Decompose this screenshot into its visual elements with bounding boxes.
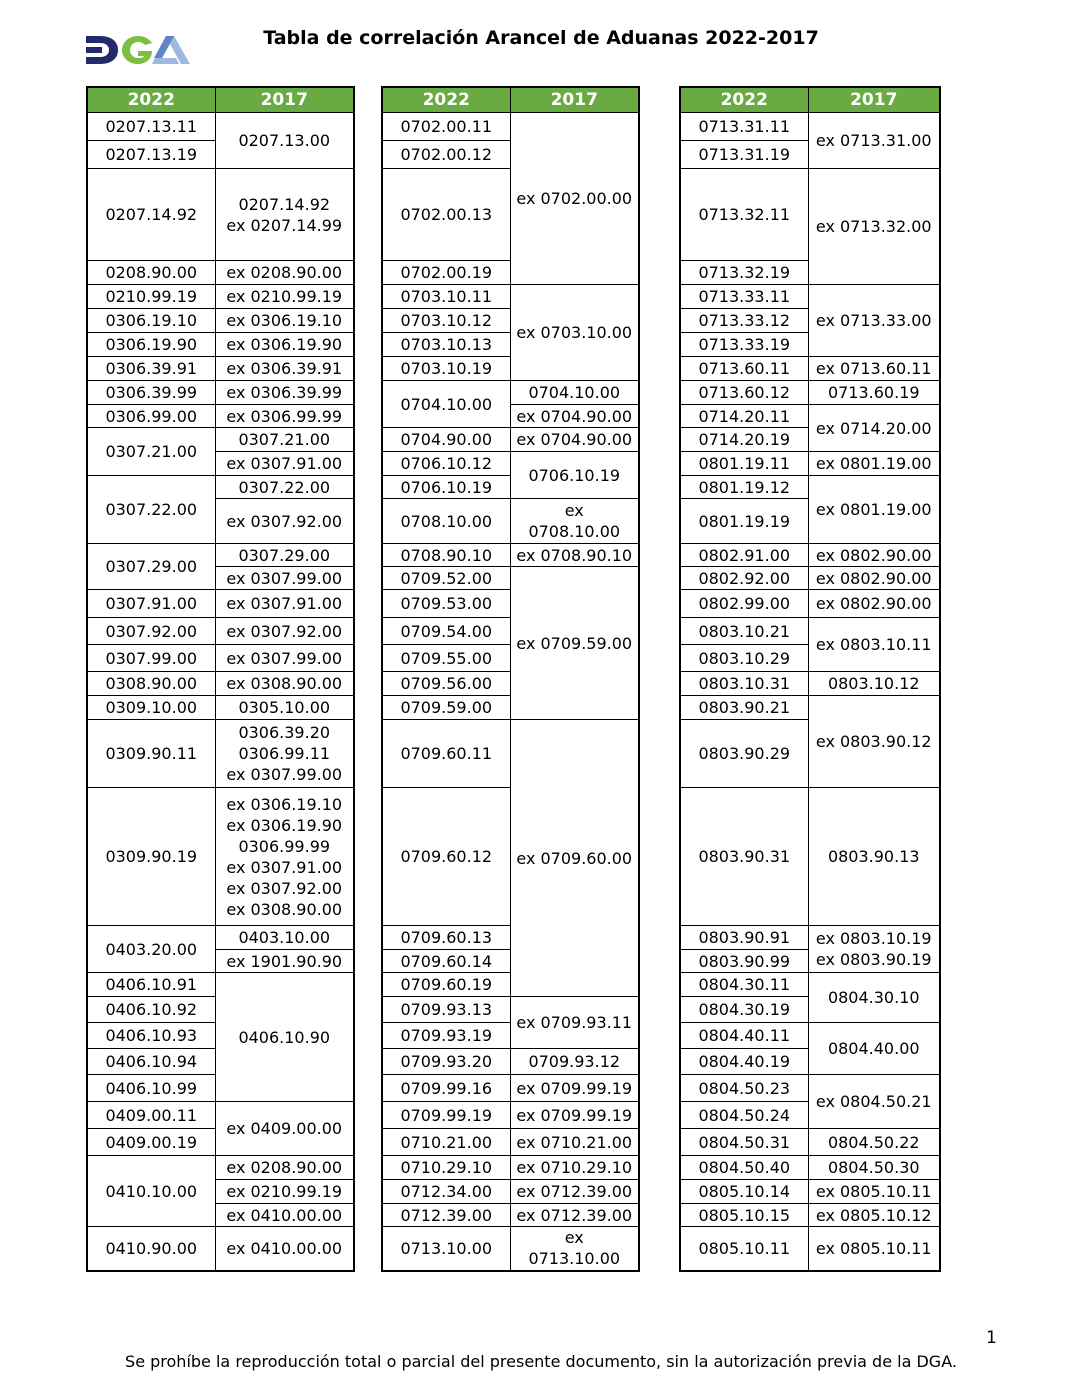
column-header-2022: 2022 <box>680 87 808 113</box>
table-cell: 0306.39.20 0306.99.11 ex 0307.99.00 <box>215 720 354 788</box>
table-cell: 0709.53.00 <box>382 590 510 618</box>
table-row <box>87 113 354 141</box>
table-cell: 0802.91.00 <box>680 544 808 567</box>
table-row <box>382 1129 639 1156</box>
table-row <box>382 1049 639 1075</box>
table-row <box>680 788 940 926</box>
table-row <box>87 428 354 452</box>
page-number: 1 <box>986 1328 997 1348</box>
table-row <box>680 452 940 476</box>
table-cell: ex 0306.19.10 ex 0306.19.90 0306.99.99 ex 0307.91.00 ex 0307.92.00 ex 0308.90.00 <box>215 788 354 926</box>
table-cell: 0406.10.90 <box>215 973 354 1102</box>
table-cell: 0207.13.19 <box>87 141 215 169</box>
table-row <box>382 452 639 476</box>
table-row <box>382 1180 639 1204</box>
table-cell: 0709.93.20 <box>382 1049 510 1075</box>
table-cell: 0207.13.11 <box>87 113 215 141</box>
table-cell: 0703.10.19 <box>382 357 510 381</box>
table-cell: 0403.10.00 <box>215 926 354 950</box>
table-cell: ex 0409.00.00 <box>215 1102 354 1156</box>
table-row <box>382 428 639 452</box>
table-cell: 0406.10.94 <box>87 1049 215 1075</box>
table-cell: 0805.10.11 <box>680 1227 808 1271</box>
table-row <box>87 333 354 357</box>
table-cell: 0803.10.29 <box>680 645 808 672</box>
table-cell: 0703.10.11 <box>382 285 510 309</box>
table-cell: ex 0307.99.00 <box>215 567 354 590</box>
table-cell: 0709.59.00 <box>382 696 510 720</box>
table-cell: 0709.60.11 <box>382 720 510 788</box>
table-cell: 0307.92.00 <box>87 618 215 645</box>
table-cell: 0306.99.00 <box>87 405 215 428</box>
table-row <box>87 672 354 696</box>
table-cell: ex 0802.90.00 <box>808 544 940 567</box>
table-cell: 0713.60.11 <box>680 357 808 381</box>
table-row <box>87 1102 354 1129</box>
table-cell: ex 0802.90.00 <box>808 567 940 590</box>
table-cell: 0307.29.00 <box>87 544 215 590</box>
table-cell: ex 0805.10.11 <box>808 1227 940 1271</box>
table-cell: ex 0704.90.00 <box>510 405 639 428</box>
table-cell: ex 0307.92.00 <box>215 499 354 544</box>
table-row <box>382 544 639 567</box>
table-cell: 0709.60.14 <box>382 950 510 973</box>
table-row <box>680 169 940 261</box>
table-row <box>680 696 940 720</box>
table-row <box>680 973 940 997</box>
table-cell: 0709.60.19 <box>382 973 510 997</box>
table-row <box>87 696 354 720</box>
table-cell: ex 0801.19.00 <box>808 452 940 476</box>
table-cell: ex 0410.00.00 <box>215 1204 354 1227</box>
table-cell: 0709.99.19 <box>382 1102 510 1129</box>
footer-notice: Se prohíbe la reproducción total o parcial del presente documento, sin la autorización previa de la DGA. <box>125 1352 957 1371</box>
table-cell: ex 0306.19.10 <box>215 309 354 333</box>
table-row <box>87 381 354 405</box>
table-cell: 0713.32.11 <box>680 169 808 261</box>
table-cell: 0805.10.15 <box>680 1204 808 1227</box>
table-cell: 0308.90.00 <box>87 672 215 696</box>
table-cell: 0306.19.10 <box>87 309 215 333</box>
table-cell: 0804.40.11 <box>680 1023 808 1049</box>
table-cell: 0703.10.12 <box>382 309 510 333</box>
table-cell: 0306.39.99 <box>87 381 215 405</box>
correlation-table-1 <box>86 86 355 1272</box>
table-cell: 0403.20.00 <box>87 926 215 973</box>
table-cell: ex 0708.10.00 <box>510 499 639 544</box>
table-cell: 0713.33.11 <box>680 285 808 309</box>
table-cell: 0803.90.13 <box>808 788 940 926</box>
table-cell: 0704.10.00 <box>382 381 510 428</box>
table-cell: 0713.60.19 <box>808 381 940 405</box>
table-cell: 0709.93.12 <box>510 1049 639 1075</box>
table-cell: 0410.10.00 <box>87 1156 215 1227</box>
table-cell: 0712.39.00 <box>382 1204 510 1227</box>
table-cell: ex 0712.39.00 <box>510 1180 639 1204</box>
table-cell: 0803.10.12 <box>808 672 940 696</box>
table-cell: 0801.19.11 <box>680 452 808 476</box>
table-cell: 0709.52.00 <box>382 567 510 590</box>
table-cell: 0804.30.10 <box>808 973 940 1023</box>
correlation-table-2 <box>381 86 640 1272</box>
table-row <box>680 1180 940 1204</box>
table-row <box>382 113 639 141</box>
table-cell: 0406.10.99 <box>87 1075 215 1102</box>
table-cell: ex 0713.33.00 <box>808 285 940 357</box>
table-row <box>382 567 639 590</box>
table-row <box>87 357 354 381</box>
table-cell: 0709.93.13 <box>382 997 510 1023</box>
table-row <box>87 544 354 567</box>
table-cell: 0714.20.11 <box>680 405 808 428</box>
table-cell: ex 0709.93.11 <box>510 997 639 1049</box>
table-row <box>87 285 354 309</box>
table-cell: 0207.13.00 <box>215 113 354 169</box>
table-cell: ex 0805.10.11 <box>808 1180 940 1204</box>
table-cell: ex 0804.50.21 <box>808 1075 940 1129</box>
table-cell: ex 0703.10.00 <box>510 285 639 381</box>
table-cell: ex 0702.00.00 <box>510 113 639 285</box>
table-row <box>680 285 940 309</box>
table-row <box>680 544 940 567</box>
table-cell: ex 1901.90.90 <box>215 950 354 973</box>
table-cell: 0803.10.21 <box>680 618 808 645</box>
table-cell: 0803.90.29 <box>680 720 808 788</box>
table-row <box>680 1129 940 1156</box>
table-cell: ex 0308.90.00 <box>215 672 354 696</box>
table-cell: ex 0306.39.91 <box>215 357 354 381</box>
table-row <box>680 1075 940 1102</box>
table-cell: ex 0208.90.00 <box>215 1156 354 1180</box>
table-cell: 0307.91.00 <box>87 590 215 618</box>
table-row <box>87 405 354 428</box>
table-cell: 0713.32.19 <box>680 261 808 285</box>
table-cell: ex 0803.90.12 <box>808 696 940 788</box>
document-title: Tabla de correlación Arancel de Aduanas 2022-2017 <box>263 27 819 49</box>
table-row <box>87 645 354 672</box>
table-cell: 0804.50.24 <box>680 1102 808 1129</box>
table-cell: 0708.90.10 <box>382 544 510 567</box>
table-cell: 0804.30.11 <box>680 973 808 997</box>
table-cell: 0409.00.11 <box>87 1102 215 1129</box>
table-row <box>382 1156 639 1180</box>
table-cell: 0307.29.00 <box>215 544 354 567</box>
table-cell: 0309.90.11 <box>87 720 215 788</box>
table-cell: 0803.90.31 <box>680 788 808 926</box>
table-cell: ex 0307.91.00 <box>215 452 354 476</box>
table-cell: 0713.10.00 <box>382 1227 510 1271</box>
table-cell: 0709.55.00 <box>382 645 510 672</box>
table-cell: ex 0307.99.00 <box>215 645 354 672</box>
table-cell: 0803.90.99 <box>680 950 808 973</box>
table-cell: 0713.33.19 <box>680 333 808 357</box>
table-cell: 0709.60.13 <box>382 926 510 950</box>
table-cell: 0710.21.00 <box>382 1129 510 1156</box>
table-row <box>87 788 354 926</box>
table-cell: 0406.10.91 <box>87 973 215 997</box>
table-cell: 0710.29.10 <box>382 1156 510 1180</box>
table-cell: 0713.31.11 <box>680 113 808 141</box>
table-row <box>680 567 940 590</box>
table-cell: 0804.40.19 <box>680 1049 808 1075</box>
table-cell: 0713.31.19 <box>680 141 808 169</box>
table-cell: 0709.99.16 <box>382 1075 510 1102</box>
table-cell: ex 0410.00.00 <box>215 1227 354 1271</box>
table-row <box>87 590 354 618</box>
table-cell: ex 0709.59.00 <box>510 567 639 720</box>
table-cell: ex 0208.90.00 <box>215 261 354 285</box>
table-cell: 0410.90.00 <box>87 1227 215 1271</box>
table-cell: 0804.50.40 <box>680 1156 808 1180</box>
table-row <box>680 113 940 141</box>
table-row <box>87 926 354 950</box>
table-cell: 0804.50.22 <box>808 1129 940 1156</box>
table-row <box>680 381 940 405</box>
table-cell: 0803.10.31 <box>680 672 808 696</box>
table-row <box>87 720 354 788</box>
table-cell: 0709.54.00 <box>382 618 510 645</box>
table-cell: 0704.10.00 <box>510 381 639 405</box>
table-cell: ex 0712.39.00 <box>510 1204 639 1227</box>
table-cell: 0406.10.93 <box>87 1023 215 1049</box>
table-row <box>382 499 639 544</box>
table-row <box>680 1156 940 1180</box>
table-row <box>680 1023 940 1049</box>
table-cell: ex 0710.21.00 <box>510 1129 639 1156</box>
table-cell: 0306.19.90 <box>87 333 215 357</box>
table-cell: 0704.90.00 <box>382 428 510 452</box>
column-header-2017: 2017 <box>808 87 940 113</box>
table-row <box>87 1227 354 1271</box>
table-cell: 0207.14.92 ex 0207.14.99 <box>215 169 354 261</box>
table-row <box>87 261 354 285</box>
table-cell: 0702.00.13 <box>382 169 510 261</box>
table-cell: 0706.10.19 <box>382 476 510 499</box>
table-cell: ex 0802.90.00 <box>808 590 940 618</box>
table-cell: ex 0709.60.00 <box>510 720 639 997</box>
table-row <box>680 357 940 381</box>
table-cell: ex 0713.31.00 <box>808 113 940 169</box>
table-cell: ex 0714.20.00 <box>808 405 940 452</box>
table-cell: 0805.10.14 <box>680 1180 808 1204</box>
table-row <box>382 1227 639 1271</box>
table-row <box>382 1075 639 1102</box>
table-cell: ex 0713.32.00 <box>808 169 940 285</box>
table-cell: 0802.92.00 <box>680 567 808 590</box>
column-header-2017: 2017 <box>215 87 354 113</box>
table-cell: 0409.00.19 <box>87 1129 215 1156</box>
table-cell: ex 0708.90.10 <box>510 544 639 567</box>
table-cell: 0307.21.00 <box>87 428 215 476</box>
table-cell: ex 0704.90.00 <box>510 428 639 452</box>
table-cell: ex 0306.19.90 <box>215 333 354 357</box>
table-row <box>680 405 940 428</box>
table-row <box>680 590 940 618</box>
table-row <box>680 1204 940 1227</box>
table-row <box>87 1156 354 1180</box>
table-cell: 0406.10.92 <box>87 997 215 1023</box>
table-row <box>680 672 940 696</box>
table-cell: 0712.34.00 <box>382 1180 510 1204</box>
table-cell: 0307.22.00 <box>215 476 354 499</box>
table-cell: 0307.21.00 <box>215 428 354 452</box>
table-row <box>382 1204 639 1227</box>
table-cell: 0709.60.12 <box>382 788 510 926</box>
table-cell: ex 0713.60.11 <box>808 357 940 381</box>
table-cell: 0708.10.00 <box>382 499 510 544</box>
table-cell: 0803.90.91 <box>680 926 808 950</box>
table-cell: ex 0307.92.00 <box>215 618 354 645</box>
table-cell: ex 0713.10.00 <box>510 1227 639 1271</box>
table-cell: ex 0710.29.10 <box>510 1156 639 1180</box>
table-row <box>680 618 940 645</box>
table-cell: 0713.60.12 <box>680 381 808 405</box>
table-cell: 0210.99.19 <box>87 285 215 309</box>
table-cell: 0207.14.92 <box>87 169 215 261</box>
table-row <box>382 285 639 309</box>
table-row <box>680 1227 940 1271</box>
table-cell: ex 0306.99.99 <box>215 405 354 428</box>
table-row <box>87 618 354 645</box>
table-row <box>87 309 354 333</box>
table-cell: ex 0803.10.11 <box>808 618 940 672</box>
column-header-2022: 2022 <box>87 87 215 113</box>
table-cell: 0804.30.19 <box>680 997 808 1023</box>
table-cell: 0702.00.12 <box>382 141 510 169</box>
table-cell: 0702.00.19 <box>382 261 510 285</box>
table-cell: ex 0210.99.19 <box>215 1180 354 1204</box>
table-cell: 0703.10.13 <box>382 333 510 357</box>
table-cell: 0713.33.12 <box>680 309 808 333</box>
table-row <box>382 720 639 788</box>
table-cell: ex 0306.39.99 <box>215 381 354 405</box>
table-cell: ex 0805.10.12 <box>808 1204 940 1227</box>
table-row <box>680 926 940 950</box>
table-row <box>382 1102 639 1129</box>
table-row <box>87 476 354 499</box>
table-cell: 0804.50.31 <box>680 1129 808 1156</box>
table-cell: 0804.40.00 <box>808 1023 940 1075</box>
table-cell: ex 0709.99.19 <box>510 1075 639 1102</box>
table-row <box>382 997 639 1023</box>
table-cell: 0306.39.91 <box>87 357 215 381</box>
table-cell: 0706.10.19 <box>510 452 639 499</box>
table-cell: 0801.19.19 <box>680 499 808 544</box>
table-cell: 0307.99.00 <box>87 645 215 672</box>
table-cell: 0309.90.19 <box>87 788 215 926</box>
table-cell: 0706.10.12 <box>382 452 510 476</box>
table-cell: 0709.56.00 <box>382 672 510 696</box>
table-row <box>382 381 639 405</box>
table-cell: 0702.00.11 <box>382 113 510 141</box>
table-cell: 0802.99.00 <box>680 590 808 618</box>
table-cell: ex 0801.19.00 <box>808 476 940 544</box>
table-cell: ex 0307.91.00 <box>215 590 354 618</box>
table-cell: 0709.93.19 <box>382 1023 510 1049</box>
table-row <box>87 973 354 997</box>
column-header-2017: 2017 <box>510 87 639 113</box>
table-cell: 0714.20.19 <box>680 428 808 452</box>
table-cell: 0305.10.00 <box>215 696 354 720</box>
table-cell: 0804.50.30 <box>808 1156 940 1180</box>
correlation-table-3 <box>679 86 941 1272</box>
table-row <box>87 169 354 261</box>
table-cell: ex 0709.99.19 <box>510 1102 639 1129</box>
column-header-2022: 2022 <box>382 87 510 113</box>
table-cell: 0801.19.12 <box>680 476 808 499</box>
table-cell: 0307.22.00 <box>87 476 215 544</box>
table-cell: ex 0803.10.19 ex 0803.90.19 <box>808 926 940 973</box>
table-cell: ex 0210.99.19 <box>215 285 354 309</box>
table-cell: 0803.90.21 <box>680 696 808 720</box>
table-cell: 0804.50.23 <box>680 1075 808 1102</box>
table-cell: 0208.90.00 <box>87 261 215 285</box>
table-row <box>680 476 940 499</box>
table-cell: 0309.10.00 <box>87 696 215 720</box>
